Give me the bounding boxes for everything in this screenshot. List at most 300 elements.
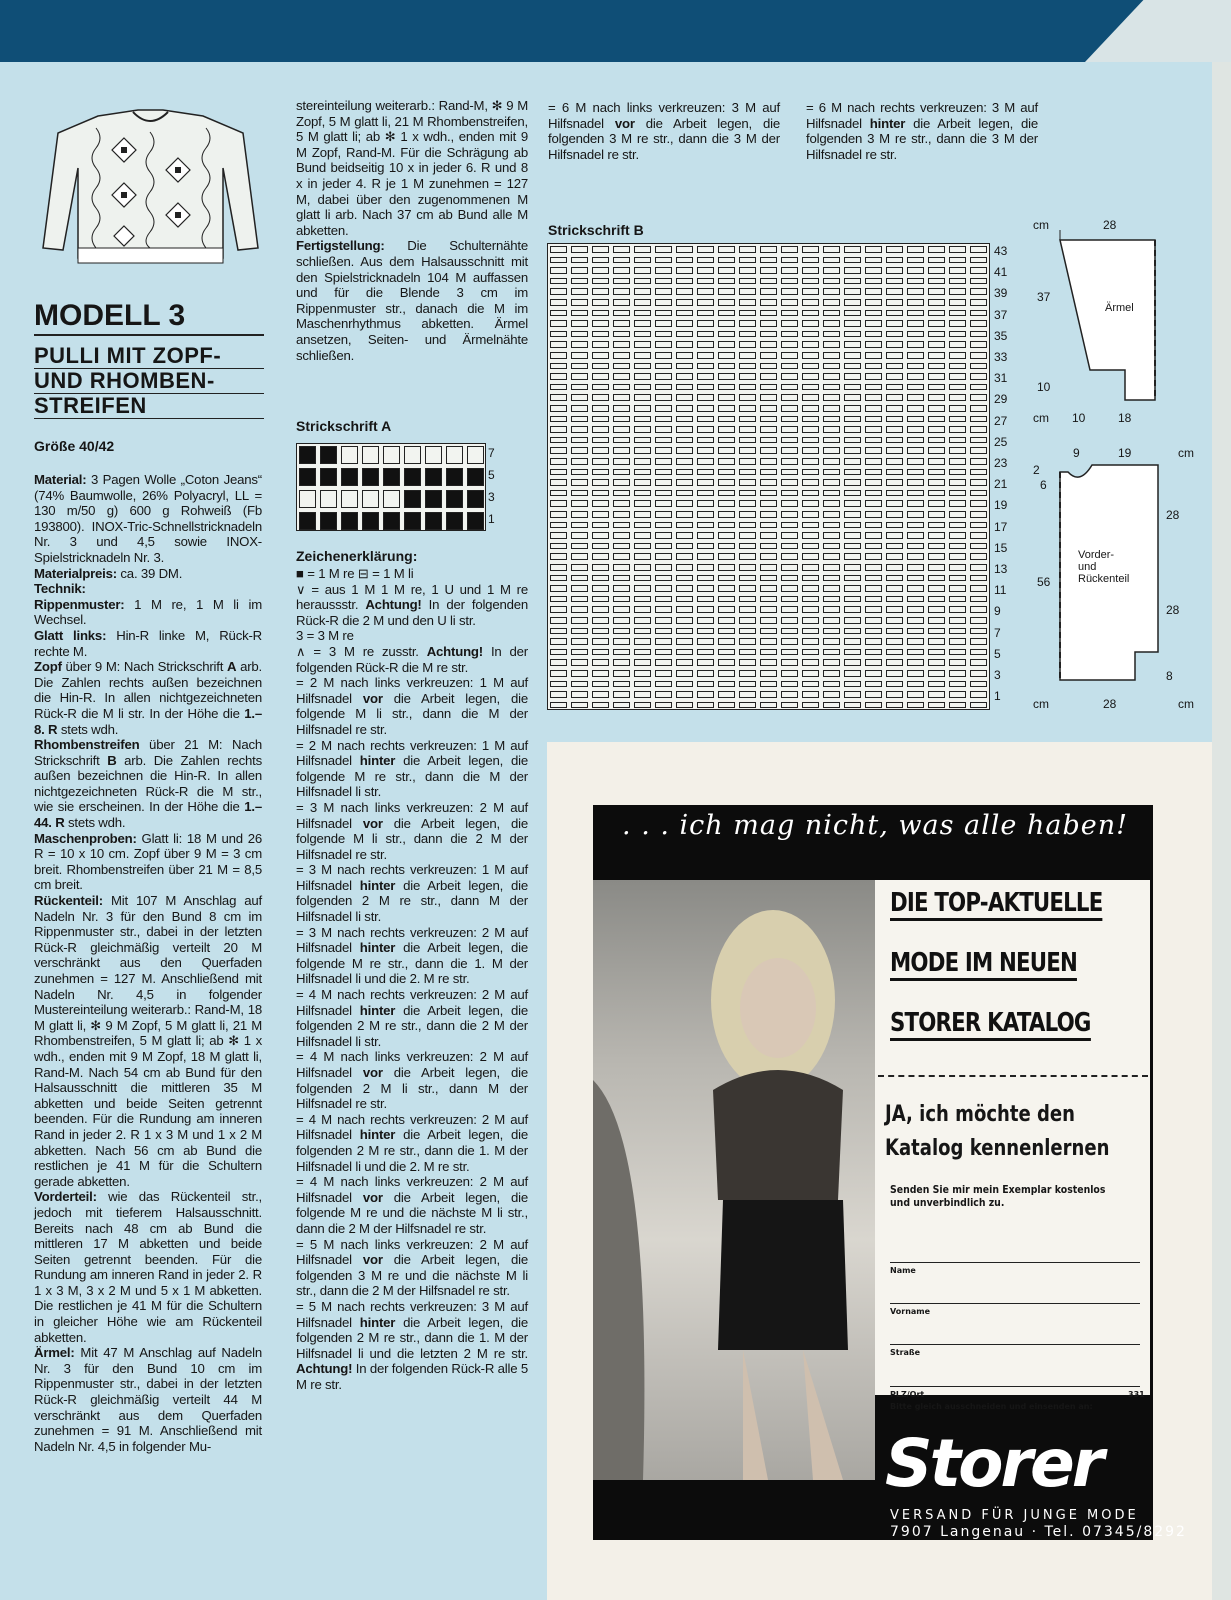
chart-cell	[928, 363, 945, 370]
chart-cell	[865, 564, 882, 571]
chart-cell	[865, 702, 882, 709]
chart-cell	[592, 352, 609, 359]
chart-cell	[781, 257, 798, 264]
chart-cell	[613, 606, 630, 613]
chart-cell	[718, 363, 735, 370]
chart-cell	[844, 628, 861, 635]
chart-cell	[760, 617, 777, 624]
chart-cell	[592, 257, 609, 264]
chart-cell	[844, 405, 861, 412]
body-cm-bottom: cm	[1033, 697, 1049, 711]
chart-cell	[970, 649, 987, 656]
chart-cell	[907, 606, 924, 613]
chart-cell	[697, 606, 714, 613]
chart-cell	[802, 702, 819, 709]
chart-cell	[949, 341, 966, 348]
chart-cell	[676, 373, 693, 380]
chart-cell	[886, 320, 903, 327]
cable-note-6-right	[806, 100, 1038, 162]
chart-cell	[739, 649, 756, 656]
chart-cell	[571, 394, 588, 401]
chart-cell	[571, 278, 588, 285]
plz-field-label: PLZ/Ort	[890, 1390, 925, 1399]
chart-cell	[844, 585, 861, 592]
chart-cell	[739, 681, 756, 688]
strasse-line	[890, 1344, 1140, 1345]
chart-cell	[970, 553, 987, 560]
chart-cell	[844, 469, 861, 476]
chart-cell	[970, 617, 987, 624]
chart-cell	[844, 490, 861, 497]
chart-cell	[655, 649, 672, 656]
chart-cell	[928, 352, 945, 359]
chart-cell	[949, 299, 966, 306]
chart-cell	[571, 288, 588, 295]
chart-cell	[718, 320, 735, 327]
chart-cell	[949, 405, 966, 412]
chart-cell	[760, 469, 777, 476]
chart-cell	[865, 373, 882, 380]
chart-cell	[760, 543, 777, 550]
chart-cell	[949, 384, 966, 391]
chart-cell	[802, 278, 819, 285]
ad-headline-2: MODE IM NEUEN	[890, 948, 1077, 978]
chart-cell	[592, 416, 609, 423]
chart-cell	[676, 681, 693, 688]
chart-cell	[676, 458, 693, 465]
chart-cell	[886, 617, 903, 624]
chart-cell	[718, 681, 735, 688]
chart-cell	[781, 479, 798, 486]
chart-cell	[823, 437, 840, 444]
chart-cell	[781, 384, 798, 391]
chart-cell	[676, 278, 693, 285]
chart-cell	[760, 553, 777, 560]
sleeve-width-2: 18	[1118, 411, 1132, 425]
chart-cell	[907, 257, 924, 264]
chart-cell	[844, 384, 861, 391]
chart-cell	[718, 649, 735, 656]
chart-cell	[865, 490, 882, 497]
chart-cell	[697, 638, 714, 645]
chart-cell	[802, 384, 819, 391]
chart-cell	[949, 278, 966, 285]
chart-cell	[592, 575, 609, 582]
chart-cell	[844, 575, 861, 582]
chart-cell	[886, 310, 903, 317]
chart-cell	[634, 373, 651, 380]
chart-cell	[781, 299, 798, 306]
chart-cell	[760, 416, 777, 423]
chart-cell	[760, 299, 777, 306]
chart-cell	[970, 681, 987, 688]
chart-cell	[823, 426, 840, 433]
chart-cell	[781, 320, 798, 327]
chart-cell	[404, 490, 421, 508]
chart-cell	[844, 299, 861, 306]
chart-cell	[404, 512, 421, 530]
chart-cell	[299, 490, 316, 508]
chart-cell	[550, 585, 567, 592]
chart-cell	[739, 394, 756, 401]
chart-cell	[613, 458, 630, 465]
row-number: 19	[994, 498, 1008, 513]
chart-cell	[613, 426, 630, 433]
chart-cell	[970, 543, 987, 550]
chart-cell	[886, 702, 903, 709]
chart-cell	[550, 628, 567, 635]
chart-cell	[592, 659, 609, 666]
chart-cell	[571, 299, 588, 306]
chart-cell	[592, 437, 609, 444]
chart-cell	[550, 659, 567, 666]
chart-cell	[718, 628, 735, 635]
chart-cell	[697, 363, 714, 370]
paragraph: Maschenproben: Glatt li: 18 M und 26 R = 10 x 10 cm. Zopf über 9 M = 3 cm breit. Rhombenstreifen über 21 M = 8,5 cm breit.	[34, 830, 262, 893]
chart-cell	[718, 437, 735, 444]
chart-cell	[634, 267, 651, 274]
chart-cell	[823, 416, 840, 423]
chart-cell	[844, 543, 861, 550]
chart-cell	[655, 310, 672, 317]
chart-cell	[613, 659, 630, 666]
chart-cell	[550, 267, 567, 274]
chart-cell	[844, 331, 861, 338]
sleeve-schematic	[1030, 215, 1220, 420]
chart-cell	[865, 659, 882, 666]
chart-cell	[949, 373, 966, 380]
chart-cell	[865, 320, 882, 327]
storer-logo: Storer	[885, 1425, 1102, 1502]
chart-cell	[676, 257, 693, 264]
chart-cell	[676, 553, 693, 560]
instructions-column-1	[34, 472, 262, 1454]
chart-cell	[907, 522, 924, 529]
chart-cell	[655, 500, 672, 507]
chart-cell	[425, 446, 442, 464]
row-number: 11	[994, 583, 1007, 598]
chart-cell	[781, 553, 798, 560]
chart-cell	[802, 490, 819, 497]
chart-cell	[739, 500, 756, 507]
chart-cell	[550, 681, 567, 688]
chart-cell	[613, 670, 630, 677]
chart-cell	[781, 458, 798, 465]
chart-cell	[865, 500, 882, 507]
chart-cell	[970, 288, 987, 295]
chart-cell	[802, 479, 819, 486]
chart-cell	[928, 691, 945, 698]
chart-cell	[655, 553, 672, 560]
chart-cell	[865, 691, 882, 698]
chart-cell	[760, 628, 777, 635]
chart-a-grid	[296, 443, 486, 531]
chart-cell	[655, 681, 672, 688]
chart-cell	[865, 628, 882, 635]
paragraph: Technik:	[34, 581, 86, 597]
chart-cell	[781, 373, 798, 380]
chart-cell	[823, 490, 840, 497]
chart-cell	[676, 426, 693, 433]
chart-cell	[550, 617, 567, 624]
chart-cell	[844, 341, 861, 348]
chart-cell	[844, 564, 861, 571]
chart-cell	[928, 331, 945, 338]
chart-cell	[886, 373, 903, 380]
row-number: 1	[994, 689, 1001, 704]
chart-cell	[697, 447, 714, 454]
chart-cell	[823, 543, 840, 550]
chart-cell	[676, 585, 693, 592]
chart-cell	[781, 490, 798, 497]
chart-cell	[823, 596, 840, 603]
chart-cell	[844, 638, 861, 645]
chart-cell	[823, 384, 840, 391]
chart-cell	[886, 585, 903, 592]
paragraph: = 2 M nach rechts verkreuzen: 1 M auf Hilfsnadel hinter die Arbeit legen, die folgende M re str., dann die M der Hilfsnadel li str.	[296, 737, 529, 800]
chart-cell	[886, 405, 903, 412]
chart-cell	[907, 469, 924, 476]
chart-cell	[634, 564, 651, 571]
chart-cell	[592, 479, 609, 486]
coupon-heading: JA, ich möchte den Katalog kennenlernen	[885, 1102, 1110, 1161]
chart-cell	[383, 490, 400, 508]
chart-cell	[571, 585, 588, 592]
chart-cell	[613, 532, 630, 539]
chart-cell	[592, 670, 609, 677]
chart-cell	[592, 553, 609, 560]
chart-cell	[823, 320, 840, 327]
chart-cell	[865, 575, 882, 582]
chart-cell	[949, 585, 966, 592]
chart-cell	[739, 384, 756, 391]
chart-cell	[613, 363, 630, 370]
chart-cell	[550, 596, 567, 603]
chart-cell	[760, 373, 777, 380]
chart-cell	[760, 341, 777, 348]
chart-cell	[592, 585, 609, 592]
chart-cell	[739, 437, 756, 444]
chart-cell	[697, 437, 714, 444]
chart-cell	[571, 405, 588, 412]
chart-cell	[655, 341, 672, 348]
chart-cell	[970, 416, 987, 423]
chart-cell	[886, 681, 903, 688]
chart-cell	[886, 691, 903, 698]
vorname-line	[890, 1303, 1140, 1304]
chart-cell	[697, 299, 714, 306]
chart-cell	[802, 373, 819, 380]
chart-cell	[634, 384, 651, 391]
body-width: 28	[1103, 697, 1117, 711]
chart-cell	[823, 500, 840, 507]
chart-cell	[781, 352, 798, 359]
chart-cell	[613, 553, 630, 560]
chart-cell	[299, 512, 316, 530]
chart-cell	[760, 606, 777, 613]
chart-cell	[655, 416, 672, 423]
paragraph: Material: 3 Pagen Wolle „Coton Jeans“ (74% Baumwolle, 26% Polyacryl, LL = 130 m/50 g) 600 g Rohweiß (Fb 193800). INOX-Tric-Schnellstricknadeln Nr. 3 und 4,5 sowie INOX-Spielstricknadeln Nr. 3.	[34, 472, 262, 565]
chart-cell	[970, 596, 987, 603]
chart-cell	[320, 490, 337, 508]
chart-cell	[634, 363, 651, 370]
chart-cell	[739, 299, 756, 306]
chart-cell	[907, 320, 924, 327]
chart-cell	[697, 320, 714, 327]
chart-cell	[949, 479, 966, 486]
chart-cell	[970, 267, 987, 274]
chart-cell	[823, 628, 840, 635]
chart-cell	[865, 543, 882, 550]
chart-cell	[970, 659, 987, 666]
chart-cell	[571, 511, 588, 518]
ad-headline-1: DIE TOP-AKTUELLE	[890, 888, 1102, 918]
chart-cell	[844, 670, 861, 677]
chart-cell	[886, 384, 903, 391]
paragraph: Rückenteil: Mit 107 M Anschlag auf Nadeln Nr. 3 für den Bund 8 cm im Rippenmuster str., dabei in der letzten Rück-R gleichmäßig verteilt 20 M verschränkt aus den Querfaden zunehmen = 127 M. Anschließend mit Nadeln Nr. 4,5 in folgender Mustereinteilung weiterarb.: Rand-M, 18 M glatt li, ✻ 9 M Zopf, 5 M glatt li, 21 M Rhombenstreifen, 5 M glatt li; ab ✻ 1 x wdh., enden mit 9 M Zopf, 18 M glatt li, Rand-M. Nach 54 cm ab Bund für den Halsausschnitt die mittleren 35 M abketten und beide Seiten getrennt beenden. Für die Rundung am inneren Rand in jeder 2. R 1 x 3 M und 1 x 2 M abketten. Nach 56 cm ab Bund die restlichen je 41 M für die Schultern gerade abketten.	[34, 893, 262, 1189]
row-number: 17	[994, 519, 1008, 534]
chart-cell	[550, 606, 567, 613]
paragraph: = 4 M nach rechts verkreuzen: 2 M auf Hilfsnadel hinter die Arbeit legen, die folgenden 2 M re str., dann die 1. M der Hilfsnadel li und die 2. M re str.	[296, 1111, 529, 1174]
chart-cell	[571, 426, 588, 433]
chart-cell	[907, 596, 924, 603]
chart-cell	[718, 596, 735, 603]
chart-cell	[886, 331, 903, 338]
chart-cell	[949, 500, 966, 507]
chart-cell	[613, 246, 630, 253]
chart-cell	[697, 246, 714, 253]
chart-cell	[404, 468, 421, 486]
chart-cell	[613, 617, 630, 624]
chart-cell	[739, 288, 756, 295]
paragraph: = 3 M nach links verkreuzen: 2 M auf Hilfsnadel vor die Arbeit legen, die folgende M li str., dann die 2 M der Hilfsnadel re str.	[296, 799, 528, 862]
paragraph: Zopf über 9 M: Nach Strickschrift A arb. Die Zahlen rechts außen bezeichnen die Hin-R. In allen nichtgezeichneten Rück-R die M li str. In der Höhe die 1.–8. R stets wdh.	[34, 659, 263, 737]
chart-cell	[320, 468, 337, 486]
paragraph: = 4 M nach links verkreuzen: 2 M auf Hilfsnadel vor die Arbeit legen, die folgenden 2 M li str., dann M der Hilfsnadel re str.	[296, 1049, 528, 1112]
chart-cell	[823, 532, 840, 539]
chart-cell	[467, 468, 484, 486]
chart-cell	[571, 331, 588, 338]
chart-cell	[781, 638, 798, 645]
chart-cell	[739, 575, 756, 582]
top-color-bar	[0, 0, 1231, 62]
sleeve-cm-bottom: cm	[1033, 411, 1049, 425]
chart-cell	[676, 299, 693, 306]
chart-cell	[676, 416, 693, 423]
chart-cell	[886, 532, 903, 539]
chart-cell	[613, 500, 630, 507]
chart-cell	[907, 405, 924, 412]
chart-cell	[781, 522, 798, 529]
chart-cell	[592, 490, 609, 497]
chart-cell	[802, 363, 819, 370]
chart-cell	[676, 702, 693, 709]
chart-cell	[571, 447, 588, 454]
chart-cell	[823, 246, 840, 253]
chart-cell	[718, 310, 735, 317]
paragraph: 3 = 3 M re	[296, 628, 354, 644]
chart-cell	[886, 267, 903, 274]
chart-cell	[907, 628, 924, 635]
chart-cell	[676, 288, 693, 295]
chart-cell	[760, 320, 777, 327]
chart-cell	[928, 511, 945, 518]
chart-cell	[844, 617, 861, 624]
ad-slogan: . . . ich mag nicht, was alle haben!	[622, 810, 1128, 841]
chart-cell	[886, 288, 903, 295]
chart-cell	[760, 363, 777, 370]
chart-cell	[802, 659, 819, 666]
chart-cell	[550, 670, 567, 677]
chart-cell	[970, 447, 987, 454]
chart-cell	[550, 373, 567, 380]
row-number: 31	[994, 371, 1008, 386]
chart-cell	[781, 416, 798, 423]
chart-cell	[970, 299, 987, 306]
chart-cell	[970, 670, 987, 677]
chart-cell	[341, 490, 358, 508]
chart-cell	[970, 575, 987, 582]
chart-cell	[676, 511, 693, 518]
chart-cell	[718, 426, 735, 433]
chart-cell	[844, 278, 861, 285]
chart-cell	[949, 638, 966, 645]
chart-cell	[613, 331, 630, 338]
chart-cell	[571, 649, 588, 656]
chart-cell	[697, 585, 714, 592]
row-number: 41	[994, 265, 1008, 280]
chart-cell	[907, 310, 924, 317]
chart-cell	[697, 278, 714, 285]
chart-cell	[592, 628, 609, 635]
chart-cell	[739, 310, 756, 317]
chart-cell	[865, 363, 882, 370]
chart-cell	[823, 310, 840, 317]
chart-cell	[634, 649, 651, 656]
chart-cell	[781, 532, 798, 539]
chart-cell	[886, 575, 903, 582]
chart-cell	[928, 659, 945, 666]
chart-cell	[760, 575, 777, 582]
chart-cell	[760, 447, 777, 454]
chart-cell	[865, 310, 882, 317]
chart-cell	[802, 617, 819, 624]
chart-cell	[571, 469, 588, 476]
chart-cell	[739, 363, 756, 370]
chart-cell	[886, 426, 903, 433]
chart-cell	[865, 246, 882, 253]
chart-cell	[970, 257, 987, 264]
chart-cell	[718, 246, 735, 253]
chart-cell	[592, 532, 609, 539]
chart-cell	[613, 469, 630, 476]
chart-cell	[949, 310, 966, 317]
chart-cell	[739, 659, 756, 666]
chart-cell	[781, 363, 798, 370]
chart-cell	[949, 659, 966, 666]
paragraph: Vorderteil: wie das Rückenteil str., jedoch mit tieferem Halsausschnitt. Bereits nach 48 cm ab Bund die mittleren 17 M abketten und beide Seiten getrennt beenden. Für die Rundung am inneren Rand in jeder 2. R 1 x 3 M, 3 x 2 M und 5 x 1 M abketten. Die restlichen je 41 M für die Schultern in gleicher Höhe wie am Rückenteil abketten.	[34, 1189, 262, 1345]
chart-cell	[550, 437, 567, 444]
chart-cell	[844, 257, 861, 264]
chart-cell	[592, 500, 609, 507]
chart-cell	[362, 490, 379, 508]
chart-cell	[613, 447, 630, 454]
chart-cell	[928, 606, 945, 613]
chart-cell	[760, 702, 777, 709]
chart-cell	[949, 649, 966, 656]
chart-cell	[613, 649, 630, 656]
chart-cell	[928, 384, 945, 391]
